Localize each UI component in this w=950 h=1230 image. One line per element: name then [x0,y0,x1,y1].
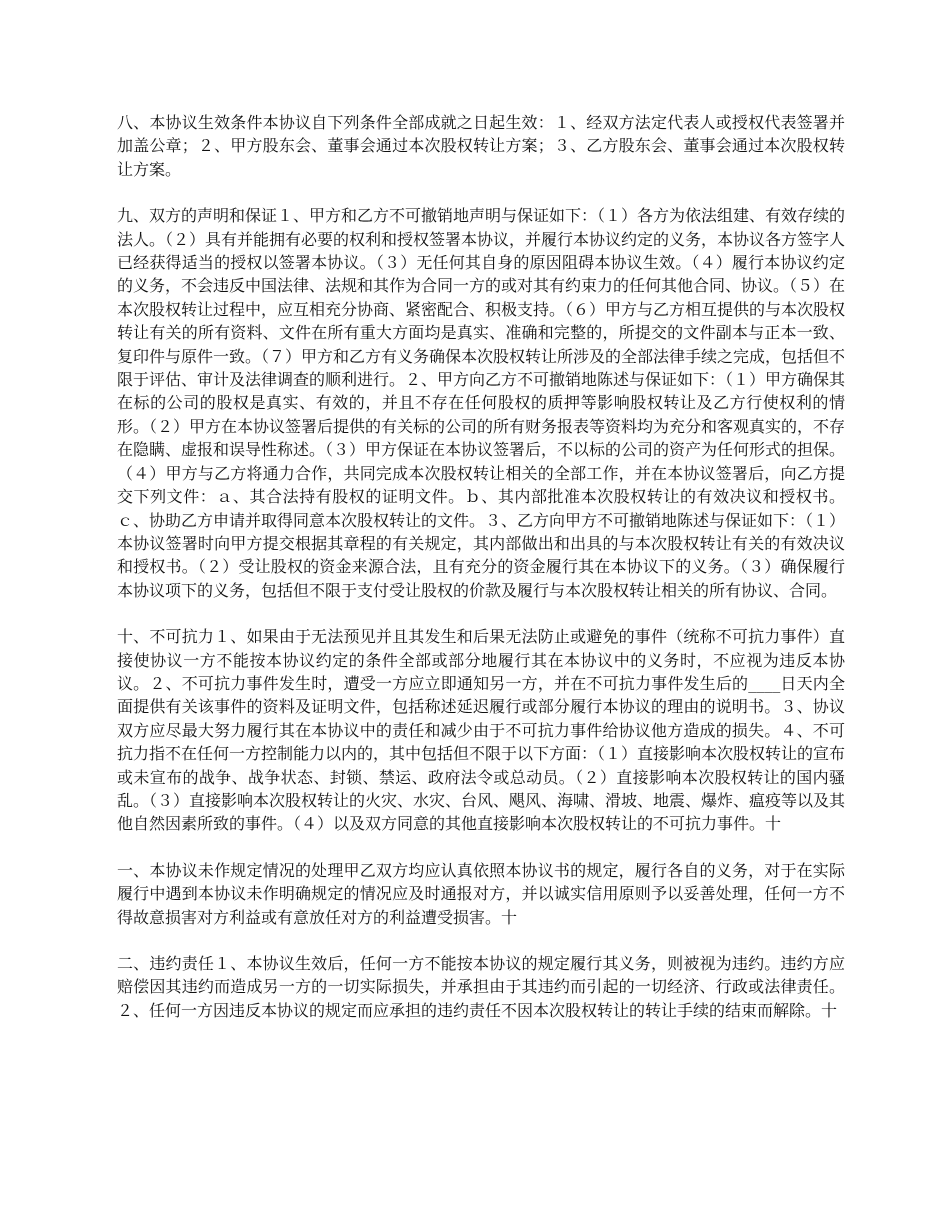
clause-9-representations: 九、双方的声明和保证１、甲方和乙方不可撤销地声明与保证如下：（１）各方为依法组建、有效存续的法人。（２）具有并能拥有必要的权利和授权签署本协议，并履行本协议约定的义务，本协议各方签字人已经获得适当的授权以签署本协议。（３）无任何其自身的原因阻碍本协议生效。（４）履行本协议约定的义务，不会违反中国法律、法规和其作为合同一方的或对其有约束力的任何其他合同、协议。（５）在本次股权转让过程中，应互相充分协商、紧密配合、积极支持。（６）甲方与乙方相互提供的与本次股权转让有关的所有资料、文件在所有重大方面均是真实、准确和完整的，所提交的文件副本与正本一致、复印件与原件一致。（７）甲方和乙方有义务确保本次股权转让所涉及的全部法律手续之完成，包括但不限于评估、审计及法律调查的顺利进行。２、甲方向乙方不可撤销地陈述与保证如下：（１）甲方确保其在标的公司的股权是真实、有效的，并且不存在任何股权的质押等影响股权转让及乙方行使权利的情形。（２）甲方在本协议签署后提供的有关标的公司的所有财务报表等资料均为充分和客观真实的，不存在隐瞒、虚报和误导性称述。（３）甲方保证在本协议签署后，不以标的公司的资产为任何形式的担保。（４）甲方与乙方将通力合作，共同完成本次股权转让相关的全部工作，并在本协议签署后，向乙方提交下列文件：ａ、其合法持有股权的证明文件。ｂ、其内部批准本次股权转让的有效决议和授权书。ｃ、协助乙方申请并取得同意本次股权转让的文件。３、乙方向甲方不可撤销地陈述与保证如下：（１）本协议签署时向甲方提交根据其章程的有关规定，其内部做出和出具的与本次股权转让有关的有效决议和授权书。（２）受让股权的资金来源合法，且有充分的资金履行其在本协议下的义务。（３）确保履行本协议项下的义务，包括但不限于支付受让股权的价款及履行与本次股权转让相关的所有协议、合同。 [117,206,846,600]
document-body [117,111,845,1045]
clause-8-effectiveness: 八、本协议生效条件本协议自下列条件全部成就之日起生效：１、经双方法定代表人或授权代表签署并加盖公章；２、甲方股东会、董事会通过本次股权转让方案；３、乙方股东会、董事会通过本次股权转让方案。 [117,113,845,179]
clause-10-force-majeure: 十、不可抗力１、如果由于无法预见并且其发生和后果无法防止或避免的事件（统称不可抗力事件）直接使协议一方不能按本协议约定的条件全部或部分地履行其在本协议中的义务时，不应视为违反本协议。２、不可抗力事件发生时，遭受一方应立即通知另一方，并在不可抗力事件发生后的____日天内全面提供有关该事件的资料及证明文件，包括称述延迟履行或部分履行本协议的理由的说明书。３、协议双方应尽最大努力履行其在本协议中的责任和减少由于不可抗力事件给协议他方造成的损失。４、不可抗力指不在任何一方控制能力以内的，其中包括但不限于以下方面：（１）直接影响本次股权转让的宣布或未宣布的战争、战争状态、封锁、禁运、政府法令或总动员。（２）直接影响本次股权转让的国内骚乱。（３）直接影响本次股权转让的火灾、水灾、台风、飓风、海啸、滑坡、地震、爆炸、瘟疫等以及其他自然因素所致的事件。（４）以及双方同意的其他直接影响本次股权转让的不可抗力事件。十 [117,627,846,834]
clause-11-unspecified-matters: 一、本协议未作规定情况的处理甲乙双方均应认真依照本协议书的规定，履行各自的义务，对于在实际履行中遇到本协议未作明确规定的情况应及时通报对方，并以诚实信用原则予以妥善处理，任何一方不得故意损害对方利益或有意放任对方的利益遭受损害。十 [117,860,845,927]
clause-12-liability: 二、违约责任１、本协议生效后，任何一方不能按本协议的规定履行其义务，则被视为违约。违约方应赔偿因其违约而造成另一方的一切实际损失，并承担由于其违约而引起的一切经济、行政或法律责任。２、任何一方因违反本协议的规定而应承担的违约责任不因本次股权转让的转让手续的结束而解除。十 [117,954,845,1020]
